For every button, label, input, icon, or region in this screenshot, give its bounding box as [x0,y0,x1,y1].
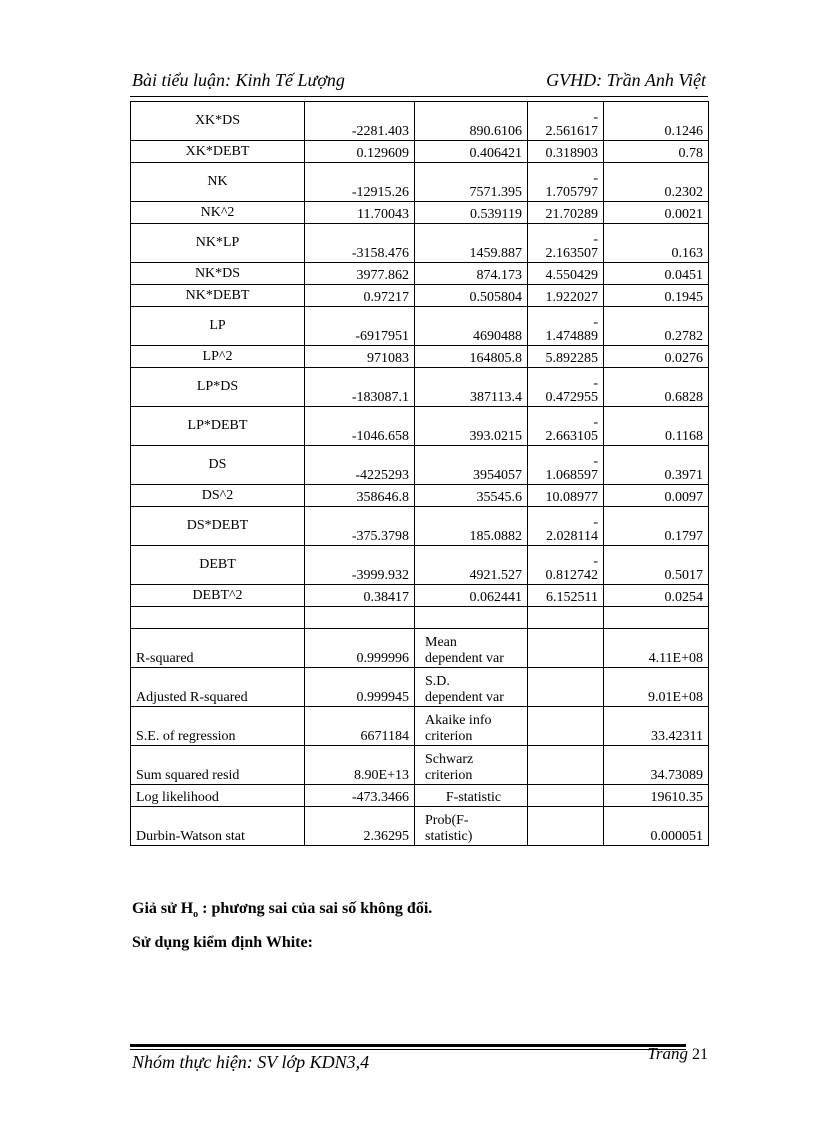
std-error-value: 35545.6 [415,485,528,507]
table-row [131,307,709,346]
stat-label: S.E. of regression [131,707,305,746]
probability-value: 0.6828 [604,368,709,407]
t-statistic-value: 2.663105 [545,429,598,444]
stat-label-2-line1: Prob(F- [425,813,469,828]
stat-label-2 [415,668,528,707]
variable-name: LP*DEBT [131,407,305,446]
std-error-value: 0.505804 [415,285,528,307]
coefficient-value: -3158.476 [305,224,415,263]
table-row [131,102,709,141]
std-error-value: 387113.4 [415,368,528,407]
probability-value: 0.2302 [604,163,709,202]
stat-label-2-line1: Akaike info [425,713,492,728]
empty-cell [528,607,604,629]
t-statistic-cell [528,141,604,163]
t-statistic-value: 1.705797 [545,185,598,200]
table-row [131,224,709,263]
variable-name: NK [131,163,305,202]
t-statistic-value: 1.474889 [545,329,598,344]
std-error-value: 4921.527 [415,546,528,585]
coefficient-value: 0.97217 [305,285,415,307]
header-instructor: GVHD: Trần Anh Việt [546,70,706,90]
t-statistic-cell [528,585,604,607]
stat-value-2: 19610.35 [604,785,709,807]
stat-row [131,629,709,668]
stat-row [131,707,709,746]
stat-value-2: 34.73089 [604,746,709,785]
minus-sign: - [593,232,598,247]
std-error-value: 7571.395 [415,163,528,202]
footer-page-number [647,1044,708,1064]
stat-label-2-line1: Schwarz [425,752,474,767]
table-row [131,263,709,285]
minus-sign: - [593,376,598,391]
empty-cell [528,746,604,785]
stat-label: R-squared [131,629,305,668]
std-error-value: 4690488 [415,307,528,346]
stat-row [131,746,709,785]
stat-label-2-line2: dependent var [425,690,504,705]
stat-label: Durbin-Watson stat [131,807,305,846]
stat-value-2: 0.000051 [604,807,709,846]
white-test-line: Sử dụng kiểm định White: [132,934,313,951]
probability-value: 0.1945 [604,285,709,307]
table-row [131,446,709,485]
probability-value: 0.0451 [604,263,709,285]
stat-row [131,807,709,846]
stat-label-2 [415,807,528,846]
coefficient-value: -3999.932 [305,546,415,585]
blank-row [131,607,709,629]
coefficient-value: -1046.658 [305,407,415,446]
coefficient-value: -4225293 [305,446,415,485]
statistics-rows [131,607,709,846]
std-error-value: 393.0215 [415,407,528,446]
t-statistic-value: 0.318903 [545,146,598,161]
table-row [131,346,709,368]
table-row [131,285,709,307]
table-row [131,546,709,585]
t-statistic-value: 21.70289 [545,207,598,222]
variable-name: DS*DEBT [131,507,305,546]
t-statistic-value: 10.08977 [545,490,598,505]
t-statistic-cell [528,485,604,507]
minus-sign: - [593,554,598,569]
stat-label-2-line2: dependent var [425,651,504,666]
variable-name: DEBT^2 [131,585,305,607]
table-row [131,585,709,607]
stat-label-2-line2: statistic) [425,829,473,844]
footer-page-word: Trang [647,1044,688,1063]
stat-value-2: 33.42311 [604,707,709,746]
std-error-value: 890.6106 [415,102,528,141]
stat-label-2 [415,629,528,668]
coefficient-value: -375.3798 [305,507,415,546]
stat-label: Sum squared resid [131,746,305,785]
minus-sign: - [593,315,598,330]
t-statistic-cell [528,102,604,141]
variable-name: NK*DEBT [131,285,305,307]
minus-sign: - [593,515,598,530]
t-statistic-cell [528,202,604,224]
stat-value: -473.3466 [305,785,415,807]
t-statistic-cell [528,507,604,546]
footer-page-num: 21 [692,1046,708,1063]
footer-rule-thin [130,1049,686,1050]
table-row [131,485,709,507]
stat-value: 0.999945 [305,668,415,707]
stat-label-2-line1: Mean [425,635,457,650]
variable-name: NK^2 [131,202,305,224]
coefficient-value: 358646.8 [305,485,415,507]
t-statistic-value: 6.152511 [546,590,598,605]
empty-cell [528,668,604,707]
minus-sign: - [593,171,598,186]
stat-label-2-line2: F-statistic [445,790,502,805]
stat-value: 0.999996 [305,629,415,668]
minus-sign: - [593,110,598,125]
probability-value: 0.0021 [604,202,709,224]
variable-name: XK*DS [131,102,305,141]
std-error-value: 0.539119 [415,202,528,224]
variable-name: NK*LP [131,224,305,263]
probability-value: 0.2782 [604,307,709,346]
probability-value: 0.0254 [604,585,709,607]
stat-value: 6671184 [305,707,415,746]
variable-name: NK*DS [131,263,305,285]
stat-value-2: 4.11E+08 [604,629,709,668]
std-error-value: 0.062441 [415,585,528,607]
table-row [131,202,709,224]
t-statistic-cell [528,224,604,263]
t-statistic-cell [528,546,604,585]
probability-value: 0.163 [604,224,709,263]
coefficient-value: -183087.1 [305,368,415,407]
stat-value-2: 9.01E+08 [604,668,709,707]
footer-rule-thick [130,1044,686,1047]
coefficient-value: -2281.403 [305,102,415,141]
probability-value: 0.0276 [604,346,709,368]
t-statistic-value: 2.028114 [546,529,598,544]
hypothesis-post: : phương sai của sai số không đổi. [198,900,433,917]
empty-cell [528,629,604,668]
stat-row [131,668,709,707]
table-row [131,368,709,407]
coefficient-value: 971083 [305,346,415,368]
empty-cell [305,607,415,629]
std-error-value: 0.406421 [415,141,528,163]
empty-cell [528,807,604,846]
probability-value: 0.3971 [604,446,709,485]
table-row [131,507,709,546]
variable-name: DEBT [131,546,305,585]
minus-sign: - [593,454,598,469]
std-error-value: 164805.8 [415,346,528,368]
coefficient-value: -12915.26 [305,163,415,202]
t-statistic-value: 1.068597 [545,468,598,483]
stat-label: Adjusted R-squared [131,668,305,707]
stat-label-2 [415,707,528,746]
page-header [132,70,706,96]
variable-name: XK*DEBT [131,141,305,163]
coefficient-value: 11.70043 [305,202,415,224]
regression-table [130,101,709,846]
empty-cell [528,707,604,746]
stat-label-2-line2: criterion [425,729,473,744]
header-rule [130,96,708,97]
probability-value: 0.1168 [604,407,709,446]
t-statistic-cell [528,446,604,485]
std-error-value: 185.0882 [415,507,528,546]
stat-row [131,785,709,807]
coefficient-value: 0.129609 [305,141,415,163]
t-statistic-value: 2.163507 [545,246,598,261]
probability-value: 0.78 [604,141,709,163]
hypothesis-pre: Giả sử H [132,900,194,917]
coefficient-value: 0.38417 [305,585,415,607]
t-statistic-value: 0.812742 [545,568,598,583]
t-statistic-value: 0.472955 [545,390,598,405]
variable-name: DS [131,446,305,485]
stat-label-2-line1: S.D. [425,674,450,689]
header-course-title: Bài tiểu luận: Kinh Tế Lượng [132,70,345,90]
t-statistic-value: 4.550429 [545,268,598,283]
hypothesis-sub: o [193,909,199,921]
empty-cell [415,607,528,629]
table-row [131,141,709,163]
probability-value: 0.5017 [604,546,709,585]
variable-name: LP*DS [131,368,305,407]
probability-value: 0.0097 [604,485,709,507]
stat-label-2 [415,785,528,807]
std-error-value: 3954057 [415,446,528,485]
coefficient-value: -6917951 [305,307,415,346]
stat-label-2-line2: criterion [425,768,473,783]
variable-name: LP [131,307,305,346]
stat-label: Log likelihood [131,785,305,807]
t-statistic-cell [528,285,604,307]
variable-name: LP^2 [131,346,305,368]
t-statistic-value: 1.922027 [545,290,598,305]
empty-cell [131,607,305,629]
empty-cell [604,607,709,629]
stat-value: 8.90E+13 [305,746,415,785]
table-row [131,407,709,446]
t-statistic-cell [528,346,604,368]
probability-value: 0.1797 [604,507,709,546]
t-statistic-cell [528,307,604,346]
variable-name: DS^2 [131,485,305,507]
std-error-value: 874.173 [415,263,528,285]
probability-value: 0.1246 [604,102,709,141]
t-statistic-cell [528,368,604,407]
std-error-value: 1459.887 [415,224,528,263]
t-statistic-value: 2.561617 [545,124,598,139]
table-row [131,163,709,202]
footer-group: Nhóm thực hiện: SV lớp KDN3,4 [132,1052,370,1072]
coefficient-value: 3977.862 [305,263,415,285]
stat-value: 2.36295 [305,807,415,846]
stat-label-2 [415,746,528,785]
hypothesis-line [132,900,432,920]
t-statistic-cell [528,163,604,202]
minus-sign: - [593,415,598,430]
empty-cell [528,785,604,807]
coefficient-rows [131,102,709,607]
t-statistic-value: 5.892285 [545,351,598,366]
t-statistic-cell [528,407,604,446]
t-statistic-cell [528,263,604,285]
